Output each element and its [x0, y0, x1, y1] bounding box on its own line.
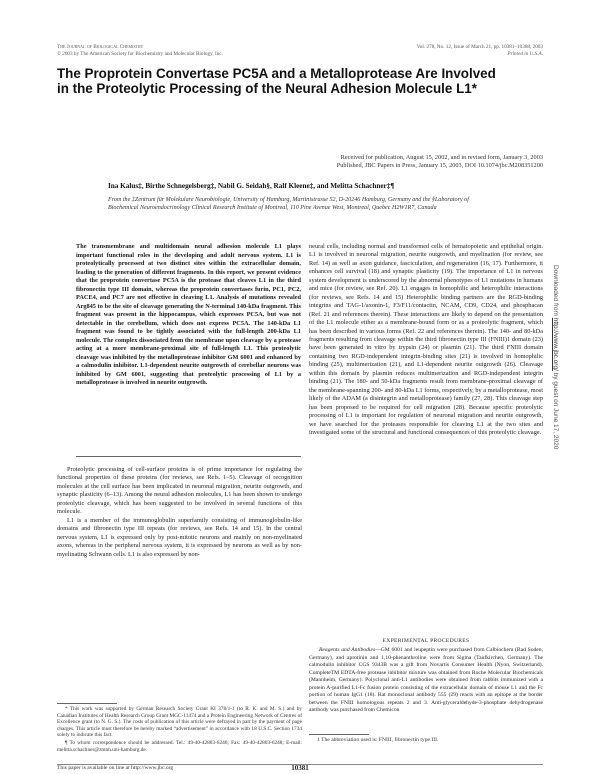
copyright-line: © 2003 by The American Society for Biochemistry and Molecular Biology, Inc. — [57, 50, 223, 57]
footnote-rule — [309, 734, 369, 735]
abstract: The transmembrane and multidomain neural adhesion molecule L1 plays important functional roles in the developing and adult nervous system. L1 is proteolytically processed at two distinct sites within the extracellular domain, leading to the generation of different fragments. In this report, we present evidence that the proprotein convertase PC5A is the protease that cleaves L1 in the third fibronectin type III domain, whereas the proprotein convertases furin, PC1, PC2, PACE4, and PC7 are not effective in cleaving L1. Analysis of mutations revealed Arg845 to be the site of cleavage generating the N-terminal 140-kDa fragment. This fragment was present in the hippocampus, which expresses PC5A, but was not detectable in the cerebellum, which does not express PC5A. The 140-kDa L1 fragment was found to be tightly associated with the full-length 200-kDa L1 molecule. The complex dissociated from the membrane upon cleavage by a protease acting at a more membrane-proximal site of full-length L1. This proteolytic cleavage was inhibited by the metalloprotease inhibitor GM 6001 and enhanced by a calmodulin inhibitor. L1-dependent neurite outgrowth of cerebellar neurons was inhibited by GM 6001, suggesting that proteolytic processing of L1 by a metalloprotease is involved in neurite outgrowth. — [76, 243, 301, 386]
affiliations: From the ‡Zentrum für Molekulare Neurobiologie, University of Hamburg, Martinistrasse 52, D-20246 Hamburg, Germany and the §Laboratory of Biochemical Neuroendocrinology Clinical Research Institute of Montreal, 110 Pine Avenue West, Montreal, Quebec H2W1R7, Canada — [108, 197, 469, 211]
download-link[interactable]: http://www.jbc.org/ — [552, 317, 559, 371]
journal-name: The Journal of Biological Chemistry — [57, 44, 144, 50]
body-column-right — [309, 243, 543, 437]
running-header-right — [330, 44, 543, 57]
online-availability: This paper is available on line at http://www.jbc.org — [57, 765, 174, 771]
running-header-left — [57, 44, 223, 57]
abstract-divider — [76, 456, 301, 457]
footnotes-left — [57, 706, 302, 754]
methods-text: —GM 6001 and leupeptin were purchased from Calbiochem (Bad Soden, Germany), and aprotinin and 1,10-phenanthroline were from Sigma (Taufkirchen, Germany). The calmodulin inhibitor CGS 9343B was a gift from Novartis Consumer Health (Nyon, Switzerland). CompleteTM EDTA-free protease inhibitor mixture was obtained from Roche Molecular Biochemicals (Mannheim, Germany). Polyclonal anti-L1 antibodies were obtained from rabbits immunized with a protein A-purified L1-Fc fusion protein consisting of the extracellular domain of mouse L1 and the Fc portion of human IgG1 (18). Rat monoclonal antibody 555 (29) reacts with an epitope at the border between the FNIII homologous repeats 2 and 3. Anti-glyceraldehyde-3-phosphate dehydrogenase antibody was purchased from Chemicon — [309, 647, 543, 713]
paragraph: Proteolytic processing of cell-surface proteins is of prime importance for regulating the functional properties of these proteins (for reviews, see Refs. 1–5). Cleavage of recognition molecules at the cell surface has been implicated in neuronal migration, neurite outgrowth, and synaptic plasticity (6–13). Among the neural adhesion molecules, L1 has been shown to undergo proteolytic cleavage, which has been suggested to be involved in several functions of this molecule. — [57, 466, 302, 516]
printed-in: Printed in U.S.A. — [507, 50, 543, 57]
paragraph: L1 is a member of the immunoglobulin superfamily consisting of immunoglobulin-like domains and fibronectin type III repeats (for reviews, see Refs. 14 and 15). In the central nervous system, L1 is expressed only by post-mitotic neurons and mainly on non-myelinated axons, whereas in the peripheral nervous system, it is expressed by neurons as well as by non-myelinating Schwann cells. L1 is also expressed by non- — [57, 516, 302, 558]
paragraph: neural cells, including normal and transformed cells of hematopoietic and epithelial origin. L1 is involved in neuronal migration, neurite outgrowth, and myelination (for review, see Ref. 14) as well as axon guidance, fasciculation, and regeneration (16, 17). Furthermore, it enhances cell survival (18) and synaptic plasticity (19). The importance of L1 in nervous system development is underscored by the abnormal phenotypes of L1 mutations in humans and mice (for review, see Ref. 20). L1 engages in homophilic and heterophilic interactions (for reviews, see Refs. 14 and 15) Heterophilic binding partners are the RGD-binding integrins and TAG-1/axonin-1, F3/F11/contactin, NCAM, CD9, CD24, and phosphacan (Ref. 21 and references therein). These interactions are likely to depend on the presentation of the L1 molecule either as a membrane-bound form or as a proteolytic fragment, which has been described in various forms (Ref. 22 and references therein). The 140- and 80-kDa fragments resulting from cleavage within the third fibronectin type III (FNIII)1 domain (23) have been generated in vitro by trypsin (24) or plasmin (21). The third FNIII domain containing two RGD-independent integrin-binding sites (21) is involved in homophilic binding (25), multimerization (21), and L1-dependent neurite outgrowth (26). Cleavage within this domain by plasmin reduces multimerization and RGD-independent integrin binding (21). The 180- and 50-kDa fragments result from membrane-proximal cleavage of the membrane-spanning 200- and 80-kDa L1 forms, respectively, by a metalloprotease, most likely of the ADAM (a disintegrin and metalloprotease) family (27, 28). This cleavage step has been proposed to be required for cell migration (28). Because specific proteolytic processing of L1 is important for regulation of neuronal migration and neurite outgrowth, we have searched for the proteases responsible for cleaving L1 at the two sites and investigated some of the structural and functional consequences of this proteolytic cleavage. — [309, 243, 543, 436]
author-list: Ina Kalus‡, Birthe Schnegelsberg‡, Nabil G. Seidah§, Ralf Kleene‡, and Melitta Schachner‡¶ — [108, 182, 395, 190]
footnote: ¶ To whom correspondence should be addressed. Tel.: 49-40-42803-6246; Fax: 49-40-42803-6248; E-mail: melitta.schachner@zmnh.uni-hamburg.de. — [57, 739, 302, 753]
download-suffix: by guest on June 17, 2020 — [552, 372, 559, 450]
page-number: 10381 — [291, 764, 309, 772]
download-prefix: Downloaded from — [552, 265, 559, 316]
received-line: Received for publication, August 15, 2002, and in revised form, January 3, 2003 — [340, 154, 543, 161]
article-title: The Proprotein Convertase PC5A and a Metalloprotease Are Involved in the Proteolytic Processing of the Neural Adhesion Molecule L1* — [57, 66, 496, 97]
section-heading: EXPERIMENTAL PROCEDURES — [382, 638, 470, 644]
methods-paragraph — [309, 647, 543, 715]
footnote-rule — [57, 703, 117, 704]
download-watermark — [550, 265, 560, 595]
publication-history — [230, 154, 543, 170]
footnote-abbreviation: 1 The abbreviation used is: FNIII, fibronectin type III. — [317, 737, 439, 743]
methods-runin-heading: Reagents and Antibodies — [319, 647, 376, 653]
volume-info: Vol. 278, No. 12, Issue of March 21, pp. 10381–10388, 2003 — [416, 44, 543, 50]
footnote: * This work was supported by German Research Society Grant KI 378/1-1 (to R. K. and M. S.) and by Canadian Institutes of Health Research Group Grant MGC-11474 and a Protein Engineering Network of Centres of Excellence grant (to N. G. S.). The costs of publication of this article were defrayed in part by the payment of page charges. This article must therefore be hereby marked “advertisement” in accordance with 18 U.S.C. Section 1734 solely to indicate this fact. — [57, 706, 302, 739]
published-line: Published, JBC Papers in Press, January 15, 2003, DOI 10.1074/jbc.M208351200 — [336, 161, 543, 169]
body-column-left — [57, 466, 302, 559]
